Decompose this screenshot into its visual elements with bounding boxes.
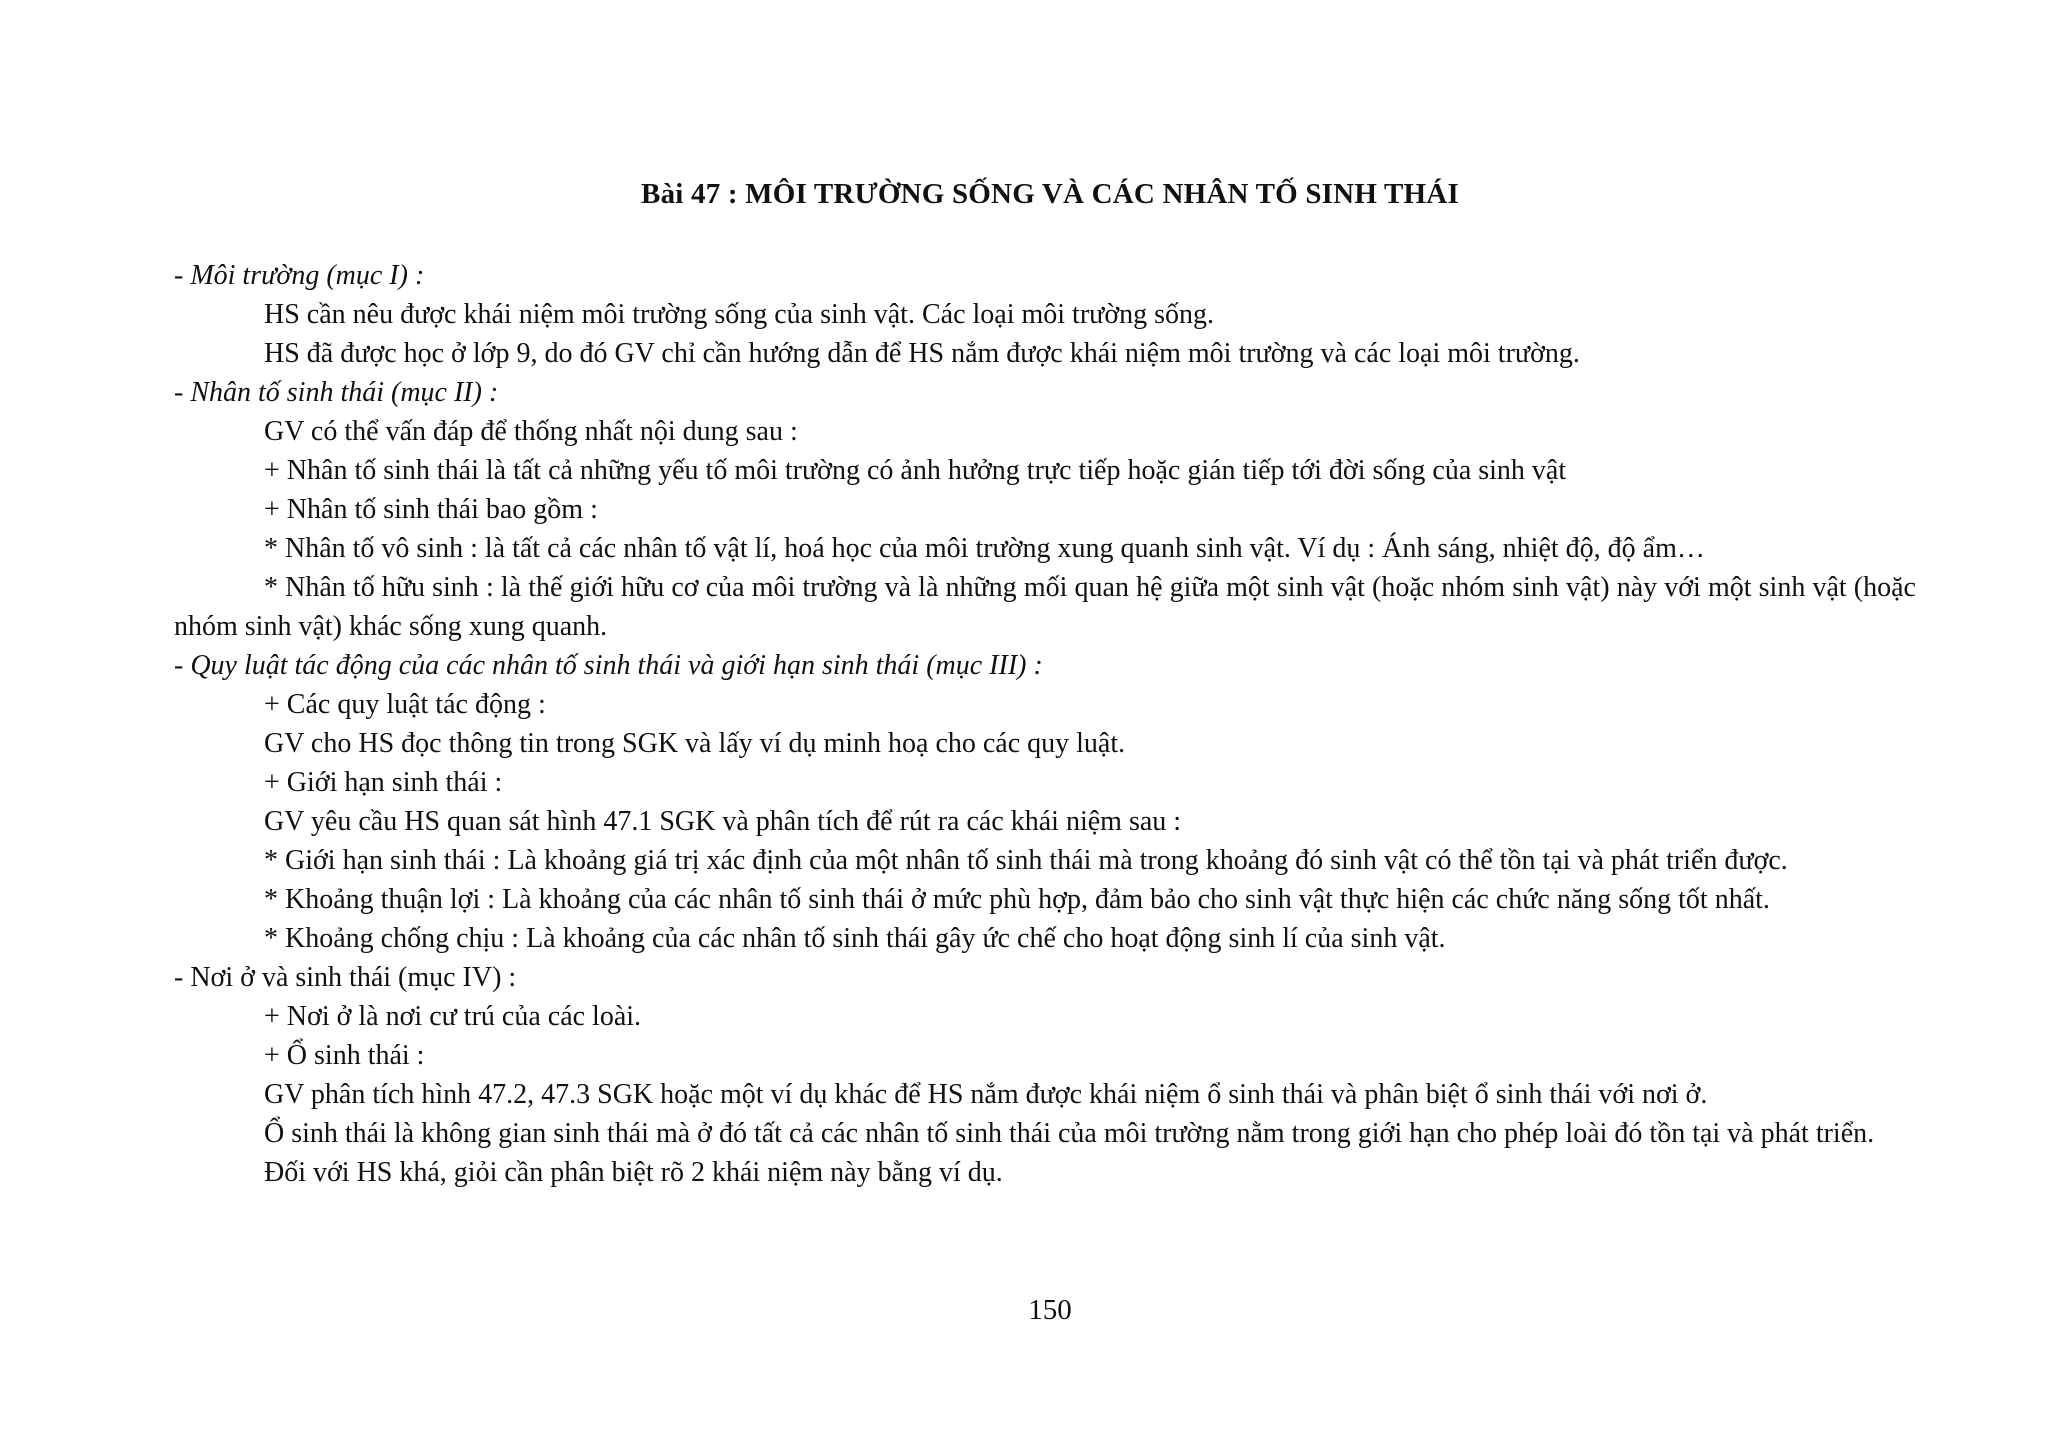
section-heading-habitat: - Nơi ở và sinh thái (mục IV) : xyxy=(174,962,517,993)
text-paragraph: * Nhân tố hữu sinh : là thế giới hữu cơ của môi trường và là những mối quan hệ giữa một sinh vật (hoặc nhóm sinh vật) này với một sinh vật (hoặc nhóm sinh vật) khác sống xung quanh. xyxy=(174,572,1916,642)
text-line: GV cho HS đọc thông tin trong SGK và lấy ví dụ minh hoạ cho các quy luật. xyxy=(264,728,1126,759)
text-line: GV có thể vấn đáp để thống nhất nội dung sau : xyxy=(264,416,798,447)
text-line: * Khoảng thuận lợi : Là khoảng của các nhân tố sinh thái ở mức phù hợp, đảm bảo cho sinh vật thực hiện các chức năng sống tốt nhất. xyxy=(264,884,1770,915)
text-line: + Các quy luật tác động : xyxy=(264,689,546,720)
section-heading-ecological-factors: - Nhân tố sinh thái (mục II) : xyxy=(174,377,499,408)
lesson-content xyxy=(174,256,1916,1192)
text-line: HS cần nêu được khái niệm môi trường sống của sinh vật. Các loại môi trường sống. xyxy=(264,299,1215,330)
text-line: + Nơi ở là nơi cư trú của các loài. xyxy=(264,1001,642,1032)
text-line: * Giới hạn sinh thái : Là khoảng giá trị xác định của một nhân tố sinh thái mà trong khoảng đó sinh vật có thể tồn tại và phát triển được. xyxy=(264,845,1788,876)
text-paragraph: Ổ sinh thái là không gian sinh thái mà ở đó tất cả các nhân tố sinh thái của môi trường nằm trong giới hạn cho phép loài đó tồn tại và phát triển. xyxy=(264,1118,1875,1149)
text-line: * Nhân tố vô sinh : là tất cả các nhân tố vật lí, hoá học của môi trường xung quanh sinh vật. Ví dụ : Ánh sáng, nhiệt độ, độ ẩm… xyxy=(264,533,1705,564)
section-heading-laws-and-limits: - Quy luật tác động của các nhân tố sinh thái và giới hạn sinh thái (mục III) : xyxy=(174,650,1043,681)
text-line: + Nhân tố sinh thái bao gồm : xyxy=(264,494,598,525)
lesson-title: Bài 47 : MÔI TRƯỜNG SỐNG VÀ CÁC NHÂN TỐ SINH THÁI xyxy=(641,178,1459,210)
text-line: + Ổ sinh thái : xyxy=(264,1040,425,1071)
text-line: * Khoảng chống chịu : Là khoảng của các nhân tố sinh thái gây ức chế cho hoạt động sinh lí của sinh vật. xyxy=(264,923,1446,954)
page-number: 150 xyxy=(1028,1294,1072,1326)
text-line: Đối với HS khá, giỏi cần phân biệt rõ 2 khái niệm này bằng ví dụ. xyxy=(264,1157,1003,1188)
text-line: + Nhân tố sinh thái là tất cả những yếu tố môi trường có ảnh hưởng trực tiếp hoặc gián tiếp tới đời sống của sinh vật xyxy=(264,455,1567,486)
text-line: HS đã được học ở lớp 9, do đó GV chỉ cần hướng dẫn để HS nắm được khái niệm môi trường và các loại môi trường. xyxy=(264,338,1580,369)
section-heading-environment: - Môi trường (mục I) : xyxy=(174,260,425,291)
text-line: GV phân tích hình 47.2, 47.3 SGK hoặc một ví dụ khác để HS nắm được khái niệm ổ sinh thái và phân biệt ổ sinh thái với nơi ở. xyxy=(264,1079,1708,1110)
text-line: GV yêu cầu HS quan sát hình 47.1 SGK và phân tích để rút ra các khái niệm sau : xyxy=(264,806,1182,837)
text-line: + Giới hạn sinh thái : xyxy=(264,767,503,798)
